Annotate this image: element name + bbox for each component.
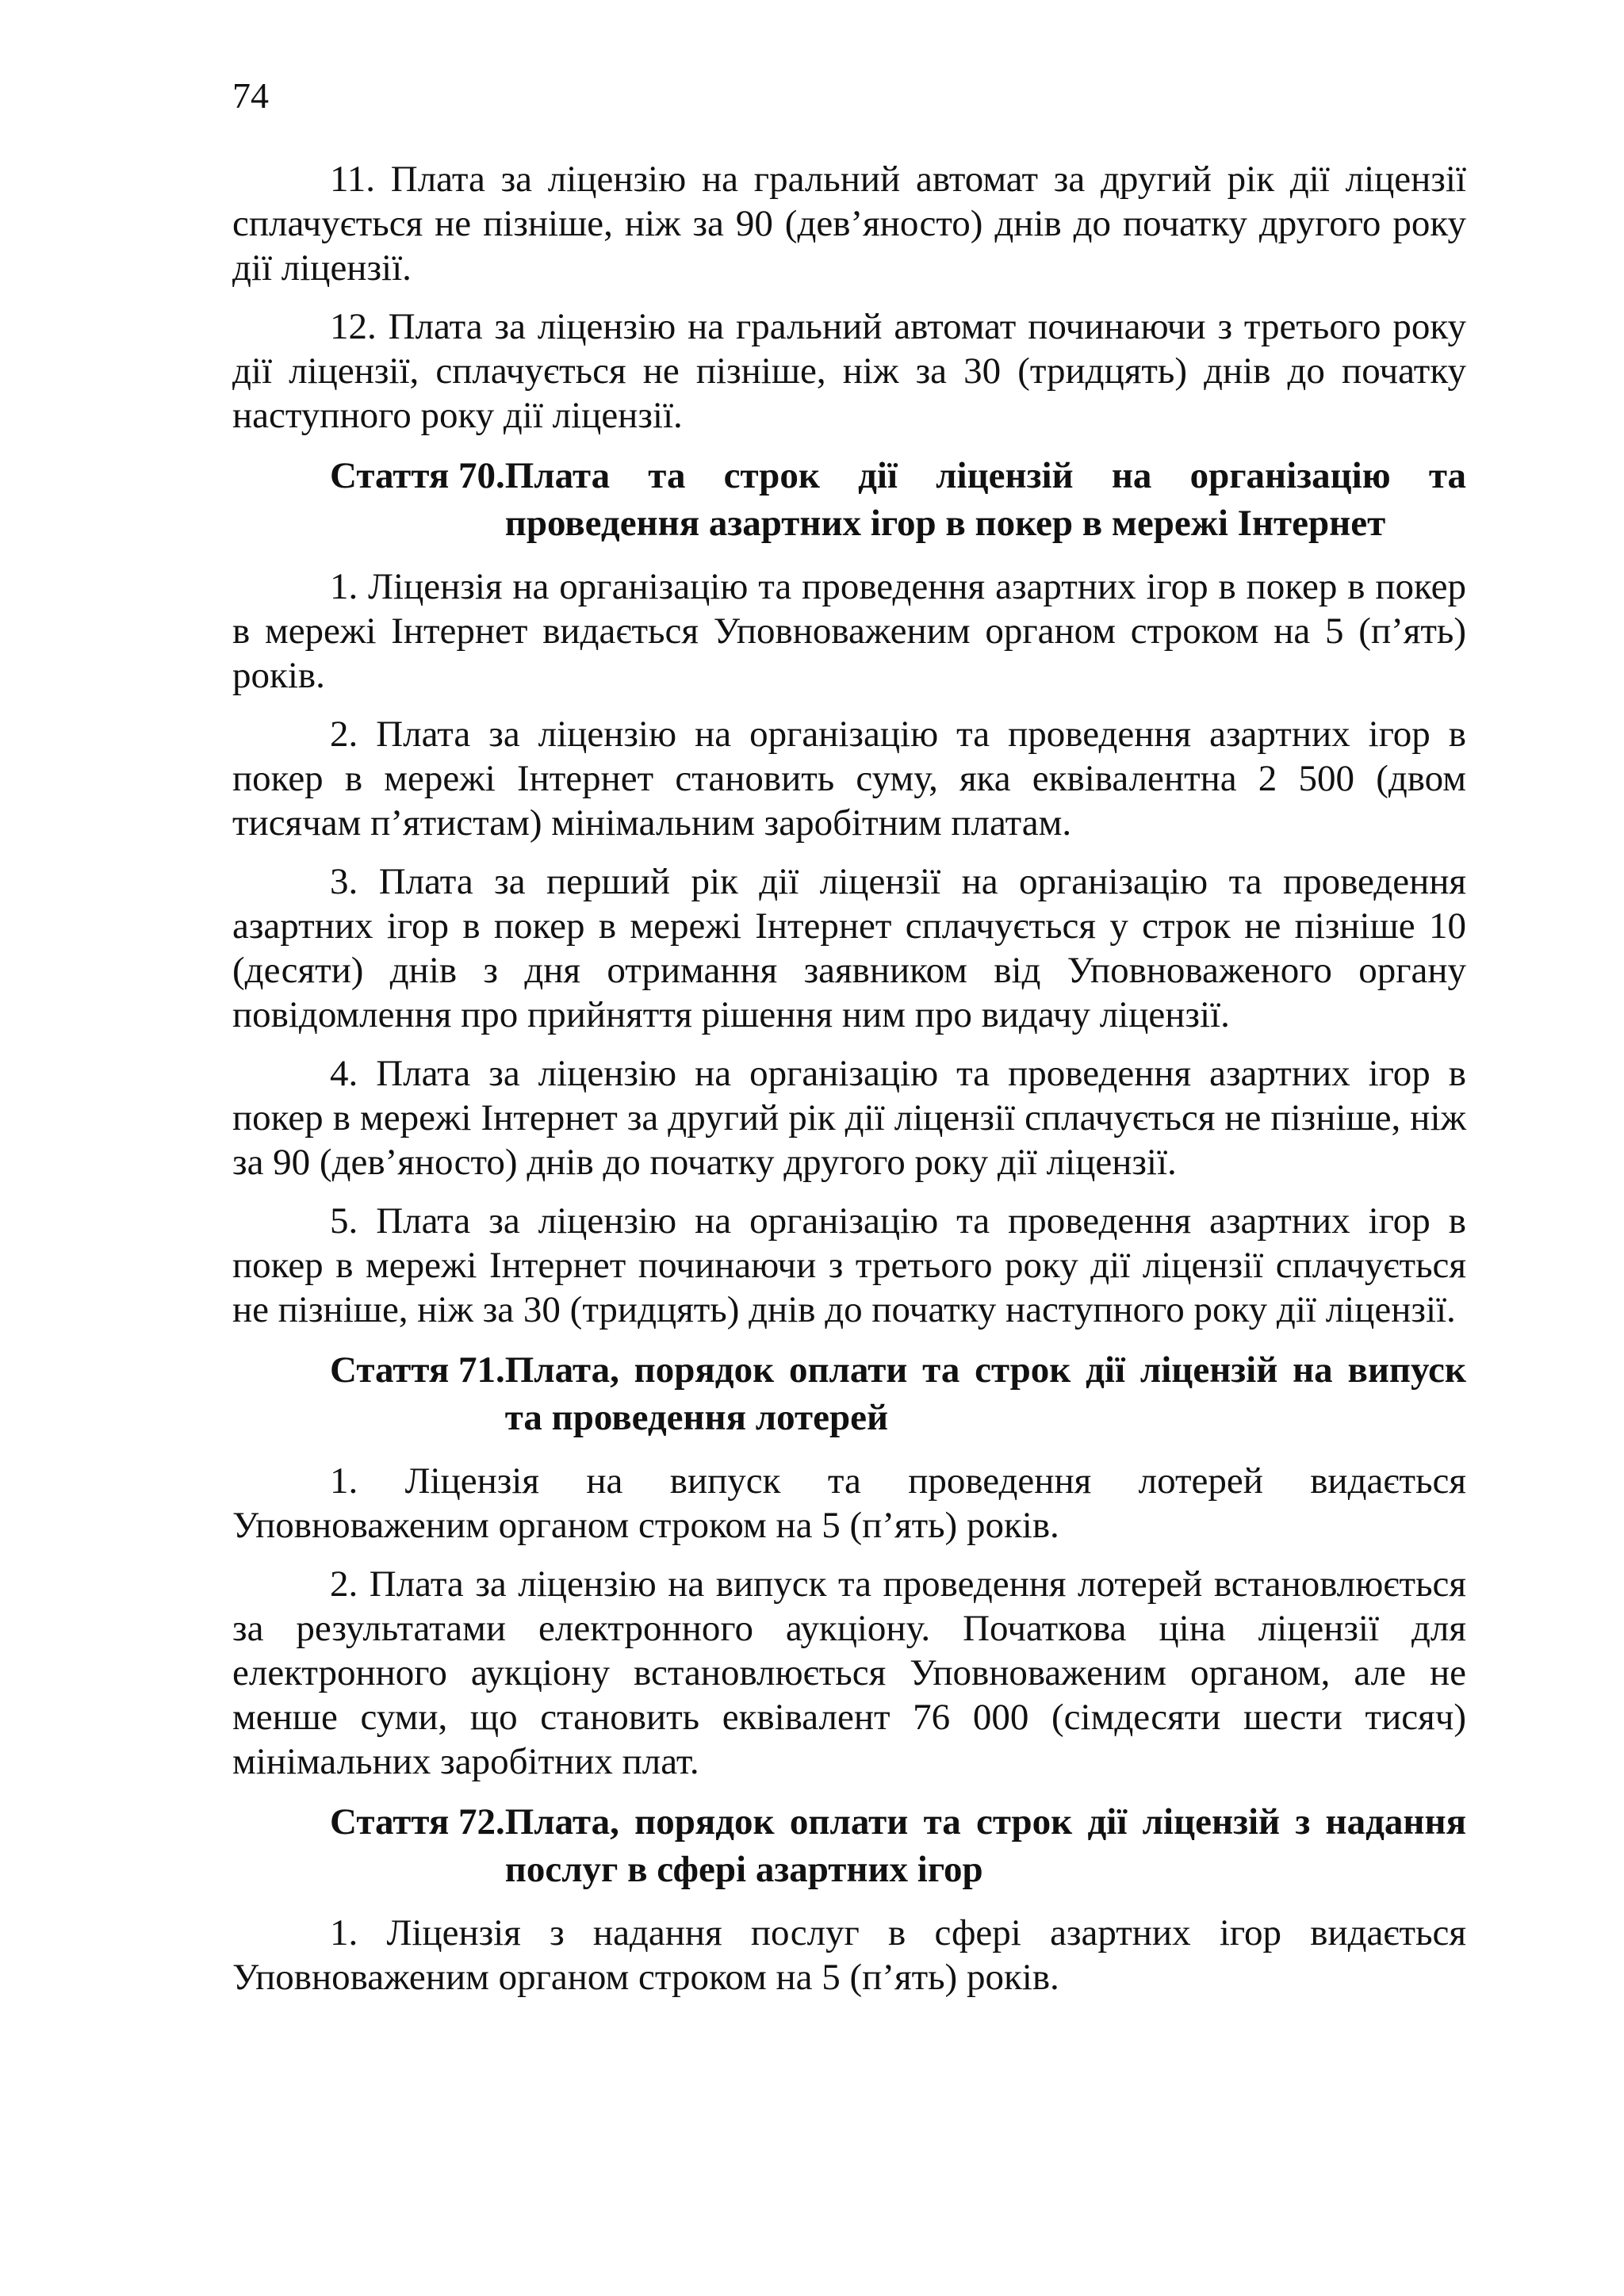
article-70-paragraph-2: 2. Плата за ліцензію на організацію та проведення азартних ігор в покер в мережі Інтернет становить суму, яка еквівалентна 2 500 (двом тисячам п’ятистам) мінімальним заробітним платам.	[232, 714, 1466, 844]
article-71-heading	[232, 1346, 1466, 1441]
article-72-paragraph-1: 1. Ліцензія з надання послуг в сфері азартних ігор видається Уповноваженим органом строком на 5 (п’ять) років.	[232, 1912, 1466, 1998]
article-70-heading	[232, 452, 1466, 547]
article-70-paragraph-4: 4. Плата за ліцензію на організацію та проведення азартних ігор в покер в мережі Інтернет за другий рік дії ліцензії сплачується не пізніше, ніж за 90 (дев’яносто) днів до початку другого року дії ліцензії.	[232, 1053, 1466, 1183]
article-71-paragraph-2: 2. Плата за ліцензію на випуск та проведення лотерей встановлюється за результатами електронного аукціону. Початкова ціна ліцензії для електронного аукціону встановлюється Уповноваженим органом, але не менше суми, що становить еквівалент 76 000 (сімдесяти шести тисяч) мінімальних заробітних плат.	[232, 1563, 1466, 1782]
article-72-title: Плата, порядок оплати та строк дії ліцензій з надання послуг в сфері азартних ігор	[504, 1801, 1466, 1890]
article-71-paragraph-1: 1. Ліцензія на випуск та проведення лотерей видається Уповноваженим органом строком на 5 (п’ять) років.	[232, 1460, 1466, 1546]
article-71-number: Стаття 71.	[330, 1349, 505, 1391]
article-70-paragraph-5: 5. Плата за ліцензію на організацію та проведення азартних ігор в покер в мережі Інтернет починаючи з третього року дії ліцензії сплачується не пізніше, ніж за 30 (тридцять) днів до початку наступного року дії ліцензії.	[232, 1200, 1466, 1330]
article-70-title: Плата та строк дії ліцензій на організацію та проведення азартних ігор в покер в мережі Інтернет	[504, 455, 1466, 544]
article-70-paragraph-1: 1. Ліцензія на організацію та проведення азартних ігор в покер в покер в мережі Інтернет видається Уповноваженим органом строком на 5 (п’ять) років.	[232, 566, 1466, 696]
article-70-paragraph-3: 3. Плата за перший рік дії ліцензії на організацію та проведення азартних ігор в покер в мережі Інтернет сплачується у строк не пізніше 10 (десяти) днів з дня отримання заявником від Уповноваженого органу повідомлення про прийняття рішення ним про видачу ліцензії.	[232, 861, 1466, 1035]
article-72-heading	[232, 1798, 1466, 1893]
article-70-number: Стаття 70.	[330, 455, 505, 496]
article-72-number: Стаття 72.	[330, 1801, 505, 1843]
article-71-title: Плата, порядок оплати та строк дії ліцензій на випуск та проведення лотерей	[504, 1349, 1466, 1438]
paragraph-11: 11. Плата за ліцензію на гральний автомат за другий рік дії ліцензії сплачується не пізніше, ніж за 90 (дев’яносто) днів до початку другого року дії ліцензії.	[232, 159, 1466, 289]
paragraph-12: 12. Плата за ліцензію на гральний автомат починаючи з третього року дії ліцензії, сплачується не пізніше, ніж за 30 (тридцять) днів до початку наступного року дії ліцензії.	[232, 306, 1466, 436]
document-body	[232, 157, 1466, 2014]
page-number: 74	[232, 75, 269, 116]
